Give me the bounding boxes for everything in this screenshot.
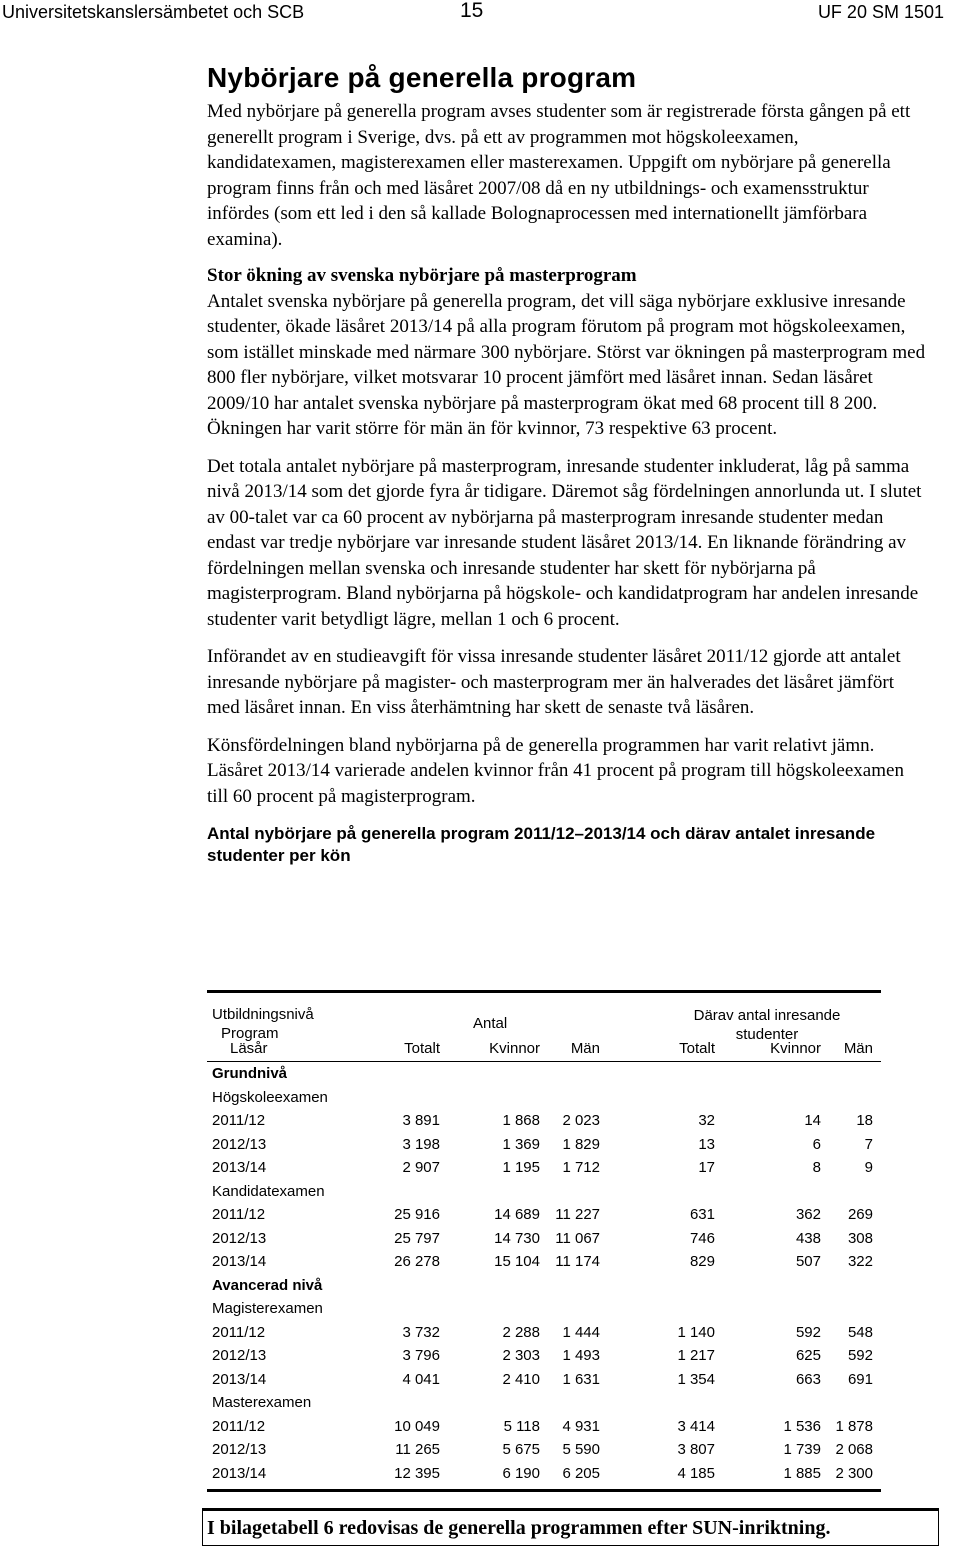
table-cell: 11 067 xyxy=(555,1229,600,1247)
row-program: Masterexamen xyxy=(212,1394,312,1412)
row-year: 2012/13 xyxy=(212,1347,267,1365)
table-cell: 1 354 xyxy=(677,1370,715,1388)
table-row xyxy=(207,1297,881,1321)
table-row xyxy=(207,1133,881,1157)
table-cell: 14 xyxy=(804,1112,821,1130)
publisher-name: Universitetskanslersämbetet och SCB xyxy=(2,2,305,22)
table-cell: 8 xyxy=(812,1159,821,1177)
table-cell xyxy=(440,1062,540,1086)
header-level: Utbildningsnivå xyxy=(212,1006,314,1023)
table-row xyxy=(207,1227,881,1251)
table-cell: 829 xyxy=(689,1253,715,1271)
table-cell: 14 730 xyxy=(494,1229,540,1247)
table-cell: 1 878 xyxy=(835,1417,873,1435)
table-cell xyxy=(715,1062,821,1086)
table-row xyxy=(207,1438,881,1462)
table-cell xyxy=(540,1062,600,1086)
row-year: 2012/13 xyxy=(212,1229,267,1247)
row-year: 2011/12 xyxy=(212,1112,266,1130)
table-row xyxy=(207,1368,881,1392)
table-cell xyxy=(357,1274,440,1298)
table-cell: 1 885 xyxy=(783,1464,821,1482)
table-cell: 3 891 xyxy=(402,1112,440,1130)
table-cell: 32 xyxy=(698,1112,715,1130)
table-cell xyxy=(715,1180,821,1204)
table-bottom-rule xyxy=(207,1489,881,1492)
table-cell xyxy=(540,1274,600,1298)
row-year: 2012/13 xyxy=(212,1135,267,1153)
table-cell: 625 xyxy=(795,1347,821,1365)
table-cell xyxy=(357,1297,440,1321)
body-paragraph-4: Könsfördelningen bland nybörjarna på de generella programmen har varit relativt jämn. Läsåret 2013/14 varierade andelen kvinnor från 41 procent på program till högskoleexamen till 60 procent på magisterprogram. xyxy=(207,734,904,807)
table-cell: 18 xyxy=(856,1112,873,1130)
table-cell: 631 xyxy=(689,1206,715,1224)
table-cell: 663 xyxy=(795,1370,821,1388)
table-cell: 4 931 xyxy=(562,1417,600,1435)
table-row xyxy=(207,1156,881,1180)
table-cell: 507 xyxy=(795,1253,821,1271)
table-cell: 2 068 xyxy=(835,1441,873,1459)
table-row xyxy=(207,1250,881,1274)
table-cell: 548 xyxy=(847,1323,873,1341)
table-cell: 1 868 xyxy=(502,1112,540,1130)
table-cell: 592 xyxy=(795,1323,821,1341)
table-cell xyxy=(715,1297,821,1321)
table-cell xyxy=(600,1180,715,1204)
row-program: Kandidatexamen xyxy=(212,1182,325,1200)
body-paragraph-3: Införandet av en studieavgift för vissa inresande studenter läsåret 2011/12 gjorde att antalet inresande nybörjare på magister- och masterprogram mer än halverades det läsåret jämfört med läsåret innan. En viss återhämtning har skett de senaste två läsåren. xyxy=(207,646,901,718)
table-row xyxy=(207,1109,881,1133)
table-cell: 3 796 xyxy=(402,1347,440,1365)
table-cell: 2 410 xyxy=(502,1370,540,1388)
table-cell: 1 369 xyxy=(502,1135,540,1153)
table-cell: 3 732 xyxy=(402,1323,440,1341)
table-cell xyxy=(715,1274,821,1298)
table-cell: 5 118 xyxy=(503,1417,540,1435)
row-year: 2013/14 xyxy=(212,1464,267,1482)
table-cell xyxy=(440,1391,540,1415)
table-cell: 1 536 xyxy=(783,1417,821,1435)
table-cell: 1 712 xyxy=(562,1159,600,1177)
table-cell: 6 xyxy=(812,1135,821,1153)
table-cell: 1 829 xyxy=(562,1135,600,1153)
table-row xyxy=(207,1086,881,1110)
table-cell: 2 300 xyxy=(835,1464,873,1482)
table-cell: 17 xyxy=(698,1159,715,1177)
row-level: Grundnivå xyxy=(212,1065,288,1083)
table-cell xyxy=(357,1086,440,1110)
table-cell xyxy=(821,1086,881,1110)
table-cell: 269 xyxy=(847,1206,873,1224)
table-cell xyxy=(821,1274,881,1298)
footer-note-box xyxy=(202,1508,939,1546)
page-title: Nybörjare på generella program xyxy=(207,62,637,93)
table-cell: 322 xyxy=(847,1253,873,1271)
col-header-kvinnor: Kvinnor xyxy=(489,1040,540,1057)
row-program: Magisterexamen xyxy=(212,1300,323,1318)
table-cell: 2 288 xyxy=(502,1323,540,1341)
table-cell: 6 190 xyxy=(502,1464,540,1482)
table-cell: 362 xyxy=(795,1206,821,1224)
table-cell: 14 689 xyxy=(494,1206,540,1224)
table-cell xyxy=(440,1297,540,1321)
table-header-top xyxy=(207,993,881,1043)
table-row xyxy=(207,1203,881,1227)
table-cell xyxy=(715,1086,821,1110)
table-cell xyxy=(440,1180,540,1204)
table-cell xyxy=(540,1391,600,1415)
row-year: 2011/12 xyxy=(212,1417,266,1435)
main-content xyxy=(207,62,929,867)
table-cell xyxy=(821,1062,881,1086)
table-cell: 13 xyxy=(698,1135,715,1153)
row-year: 2011/12 xyxy=(212,1206,266,1224)
table-cell xyxy=(600,1274,715,1298)
table-header-columns xyxy=(207,1037,881,1062)
table-cell xyxy=(821,1297,881,1321)
table-cell: 2 303 xyxy=(502,1347,540,1365)
table-cell xyxy=(540,1180,600,1204)
table-cell: 1 195 xyxy=(502,1159,540,1177)
page-number: 15 xyxy=(460,0,484,22)
table-cell xyxy=(600,1297,715,1321)
table-cell: 3 414 xyxy=(677,1417,715,1435)
col-header-inresande-kvinnor: Kvinnor xyxy=(770,1040,821,1057)
row-year: 2011/12 xyxy=(212,1323,266,1341)
header-group-antal: Antal xyxy=(473,1015,508,1032)
table-cell: 4 041 xyxy=(402,1370,440,1388)
table-cell: 6 205 xyxy=(562,1464,600,1482)
table-cell: 11 227 xyxy=(555,1206,600,1224)
table-cell: 9 xyxy=(864,1159,873,1177)
data-table xyxy=(207,990,881,1492)
table-cell: 25 916 xyxy=(394,1206,440,1224)
table-cell: 26 278 xyxy=(394,1253,440,1271)
table-cell: 1 493 xyxy=(562,1347,600,1365)
table-cell: 25 797 xyxy=(394,1229,440,1247)
table-cell: 592 xyxy=(847,1347,873,1365)
table-cell: 11 174 xyxy=(555,1253,600,1271)
table-row xyxy=(207,1321,881,1345)
table-cell: 12 395 xyxy=(394,1464,440,1482)
table-cell xyxy=(357,1391,440,1415)
table-cell xyxy=(540,1086,600,1110)
table-cell: 438 xyxy=(795,1229,821,1247)
table-cell xyxy=(440,1274,540,1298)
table-cell xyxy=(600,1086,715,1110)
col-header-totalt: Totalt xyxy=(404,1040,440,1057)
table-row xyxy=(207,1462,881,1486)
table-cell: 2 023 xyxy=(562,1112,600,1130)
row-level: Avancerad nivå xyxy=(212,1276,323,1294)
report-code: UF 20 SM 1501 xyxy=(817,2,944,22)
table-cell: 3 198 xyxy=(402,1135,440,1153)
table-cell: 2 907 xyxy=(402,1159,440,1177)
col-header-inresande-man: Män xyxy=(843,1040,873,1057)
table-cell: 1 739 xyxy=(783,1441,821,1459)
table-cell xyxy=(540,1297,600,1321)
table-cell: 7 xyxy=(864,1135,873,1153)
table-cell xyxy=(600,1391,715,1415)
table-cell: 4 185 xyxy=(677,1464,715,1482)
table-row xyxy=(207,1180,881,1204)
table-cell xyxy=(440,1086,540,1110)
row-year: 2013/14 xyxy=(212,1159,267,1177)
table-cell: 1 444 xyxy=(562,1323,600,1341)
table-cell xyxy=(357,1062,440,1086)
table-cell xyxy=(357,1180,440,1204)
row-year: 2012/13 xyxy=(212,1441,267,1459)
table-cell xyxy=(715,1391,821,1415)
header-program: Program xyxy=(221,1025,279,1042)
row-year: 2013/14 xyxy=(212,1253,267,1271)
col-header-inresande-totalt: Totalt xyxy=(679,1040,715,1057)
section-subheading: Stor ökning av svenska nybörjare på masterprogram xyxy=(207,265,637,286)
table-cell: 746 xyxy=(689,1229,715,1247)
table-cell: 308 xyxy=(847,1229,873,1247)
table-cell xyxy=(600,1062,715,1086)
table-cell xyxy=(821,1180,881,1204)
table-row xyxy=(207,1391,881,1415)
page-header xyxy=(0,0,960,26)
table-cell: 11 265 xyxy=(395,1441,440,1459)
header-group-inresande: Därav antal inresande studenter xyxy=(693,1007,841,1043)
table-cell: 3 807 xyxy=(677,1441,715,1459)
table-row xyxy=(207,1062,881,1086)
table-cell: 1 631 xyxy=(562,1370,600,1388)
body-paragraph-1: Antalet svenska nybörjare på generella program, det vill säga nybörjare exklusive inresande studenter, ökade läsåret 2013/14 på alla program förutom på program mot högskoleexamen, som istället minskade med närmare 300 nybörjare. Störst var ökningen på masterprogram med 800 fler nybörjare, vilket motsvarar 10 procent jämfört med läsåret innan. Sedan läsåret 2009/10 har antalet svenska nybörjare på masterprogram ökat med 68 procent till 8 200. Ökningen har varit större för män än för kvinnor, 73 respektive 63 procent. xyxy=(207,290,926,439)
body-paragraph-2: Det totala antalet nybörjare på masterprogram, inresande studenter inkluderat, låg på samma nivå 2013/14 som det gjorde fyra år tidigare. Däremot såg fördelningen annorlunda ut. I slutet av 00-talet var ca 60 procent av nybörjarna på masterprogram inresande studenter medan endast var tredje nybörjare var inresande student läsåret 2013/14. En liknande förändring av fördelningen mellan svenska och inresande studenter har skett för nybörjarna på magisterprogram. Bland nybörjarna på högskole- och kandidatprogram har andelen inresande studenter varit betydligt lägre, mellan 1 och 6 procent. xyxy=(207,455,922,630)
table-cell: 5 675 xyxy=(502,1441,540,1459)
row-year: 2013/14 xyxy=(212,1370,267,1388)
header-year: Läsår xyxy=(230,1040,268,1057)
intro-paragraph: Med nybörjare på generella program avses studenter som är registrerade första gången på ett generellt program i Sverige, dvs. på ett av programmen mot högskoleexamen, kandidatexamen, magisterexamen eller masterexamen. Uppgift om nybörjare på generella program finns från och med läsåret 2007/08 då en ny utbildnings- och examensstruktur infördes (som ett led i den så kallade Bolognaprocessen med internationellt jämförbara examina). xyxy=(207,101,911,250)
footer-note: I bilagetabell 6 redovisas de generella programmen efter SUN-inriktning. xyxy=(207,1517,831,1539)
table-cell: 15 104 xyxy=(494,1253,540,1271)
table-cell: 691 xyxy=(847,1370,873,1388)
table-row xyxy=(207,1344,881,1368)
table-cell: 10 049 xyxy=(394,1417,440,1435)
col-header-man: Män xyxy=(570,1040,600,1057)
table-cell: 1 140 xyxy=(677,1323,715,1341)
table-body xyxy=(207,1062,881,1485)
table-cell xyxy=(821,1391,881,1415)
table-cell: 5 590 xyxy=(562,1441,600,1459)
table-title: Antal nybörjare på generella program 2011/12–2013/14 och därav antalet inresande studenter per kön xyxy=(207,824,876,865)
table-cell: 1 217 xyxy=(677,1347,715,1365)
row-program: Högskoleexamen xyxy=(212,1088,328,1106)
table-row xyxy=(207,1274,881,1298)
table-row xyxy=(207,1415,881,1439)
